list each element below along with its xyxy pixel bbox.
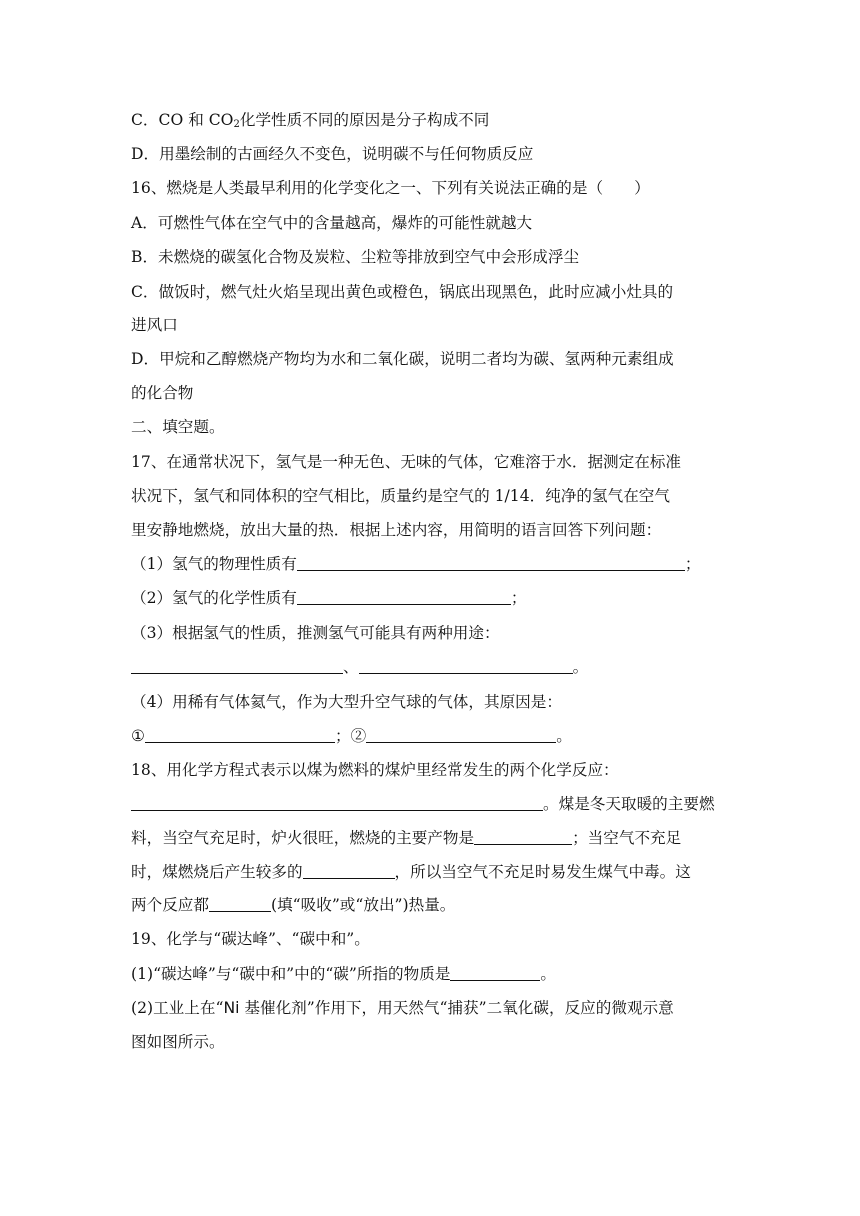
option-d-q16-cont: 的化合物 [131, 384, 194, 402]
answer-blank-q17-4a[interactable] [145, 726, 335, 743]
q18-line5: 两个反应都 (填“吸收”或“放出”)热量。 [131, 896, 456, 914]
option-a-q16: A．可燃性气体在空气中的含量越高，爆炸的可能性就越大 [131, 214, 533, 232]
option-d-q15: D．用墨绘制的古画经久不变色，说明碳不与任何物质反应 [131, 145, 534, 163]
answer-blank-q18-heat[interactable] [209, 895, 271, 912]
option-c-q16: C．做饭时，燃气灶火焰呈现出黄色或橙色，锅底出现黑色，此时应减小灶具的 [131, 283, 674, 301]
question-17-stem-line3: 里安静地燃烧，放出大量的热．根据上述内容，用简明的语言回答下列问题： [131, 521, 662, 539]
question-17-stem: 17、在通常状况下，氢气是一种无色、无味的气体，它难溶于水．据测定在标准 [131, 453, 682, 471]
q19-part-2-cont: 图如图所示。 [131, 1033, 225, 1051]
q17-part-1: （1）氢气的物理性质有 ； [131, 555, 701, 573]
option-c-q16-cont: 进风口 [131, 316, 178, 334]
answer-blank-q17-4b[interactable] [366, 726, 556, 743]
answer-blank-q18-product[interactable] [474, 828, 572, 845]
option-d-q16: D．甲烷和乙醇燃烧产物均为水和二氧化碳，说明二者均为碳、氢两种元素组成 [131, 350, 674, 368]
q17-part-4: （4）用稀有气体氦气，作为大型升空气球的气体，其原因是： [131, 693, 562, 711]
q17-part-2: （2）氢气的化学性质有 ； [131, 589, 527, 607]
q17-part-3-blanks: 、 。 [131, 653, 731, 681]
answer-blank-q19-1[interactable] [450, 964, 540, 981]
option-b-q16: B．未燃烧的碳氢化合物及炭粒、尘粒等排放到空气中会形成浮尘 [131, 248, 580, 266]
answer-blank-q17-3a[interactable] [131, 657, 343, 674]
section-heading-fill-in: 二、填空题。 [131, 418, 225, 436]
question-19-stem: 19、化学与“碳达峰”、“碳中和”。 [131, 930, 370, 948]
answer-blank-q17-2[interactable] [297, 588, 511, 605]
answer-blank-q18-equations[interactable] [131, 794, 543, 811]
q18-line3: 料，当空气充足时，炉火很旺，燃烧的主要产物是 ；当空气不充足 [131, 829, 682, 847]
question-16-stem: 16、燃烧是人类最早利用的化学变化之一、下列有关说法正确的是（ ） [131, 179, 650, 197]
answer-blank-q17-3b[interactable] [359, 657, 573, 674]
q17-part-3: （3）根据氢气的性质，推测氢气可能具有两种用途： [131, 624, 500, 642]
q18-line4: 时，煤燃烧后产生较多的 ，所以当空气不充足时易发生煤气中毒。这 [131, 863, 691, 881]
question-18-stem: 18、用化学方程式表示以煤为燃料的煤炉里经常发生的两个化学反应： [131, 761, 619, 779]
question-17-stem-line2: 状况下，氢气和同体积的空气相比，质量约是空气的 1/14．纯净的氢气在空气 [131, 487, 670, 505]
option-c-q15: C．CO 和 $CO_2$化学性质不同的原因是分子构成不同 [131, 111, 490, 130]
q18-line2: 。煤是冬天取暖的主要燃 [131, 790, 731, 818]
q19-part-2: (2)工业上在“Ni 基催化剂”作用下，用天然气“捕获”二氧化碳，反应的微观示意 [131, 999, 674, 1017]
q17-part-4-blanks: ① ；② 。 [131, 727, 572, 745]
q19-part-1: (1)“碳达峰”与“碳中和”中的“碳”所指的物质是 。 [131, 965, 557, 983]
answer-blank-q18-gas[interactable] [303, 862, 395, 879]
answer-blank-q17-1[interactable] [297, 554, 685, 571]
